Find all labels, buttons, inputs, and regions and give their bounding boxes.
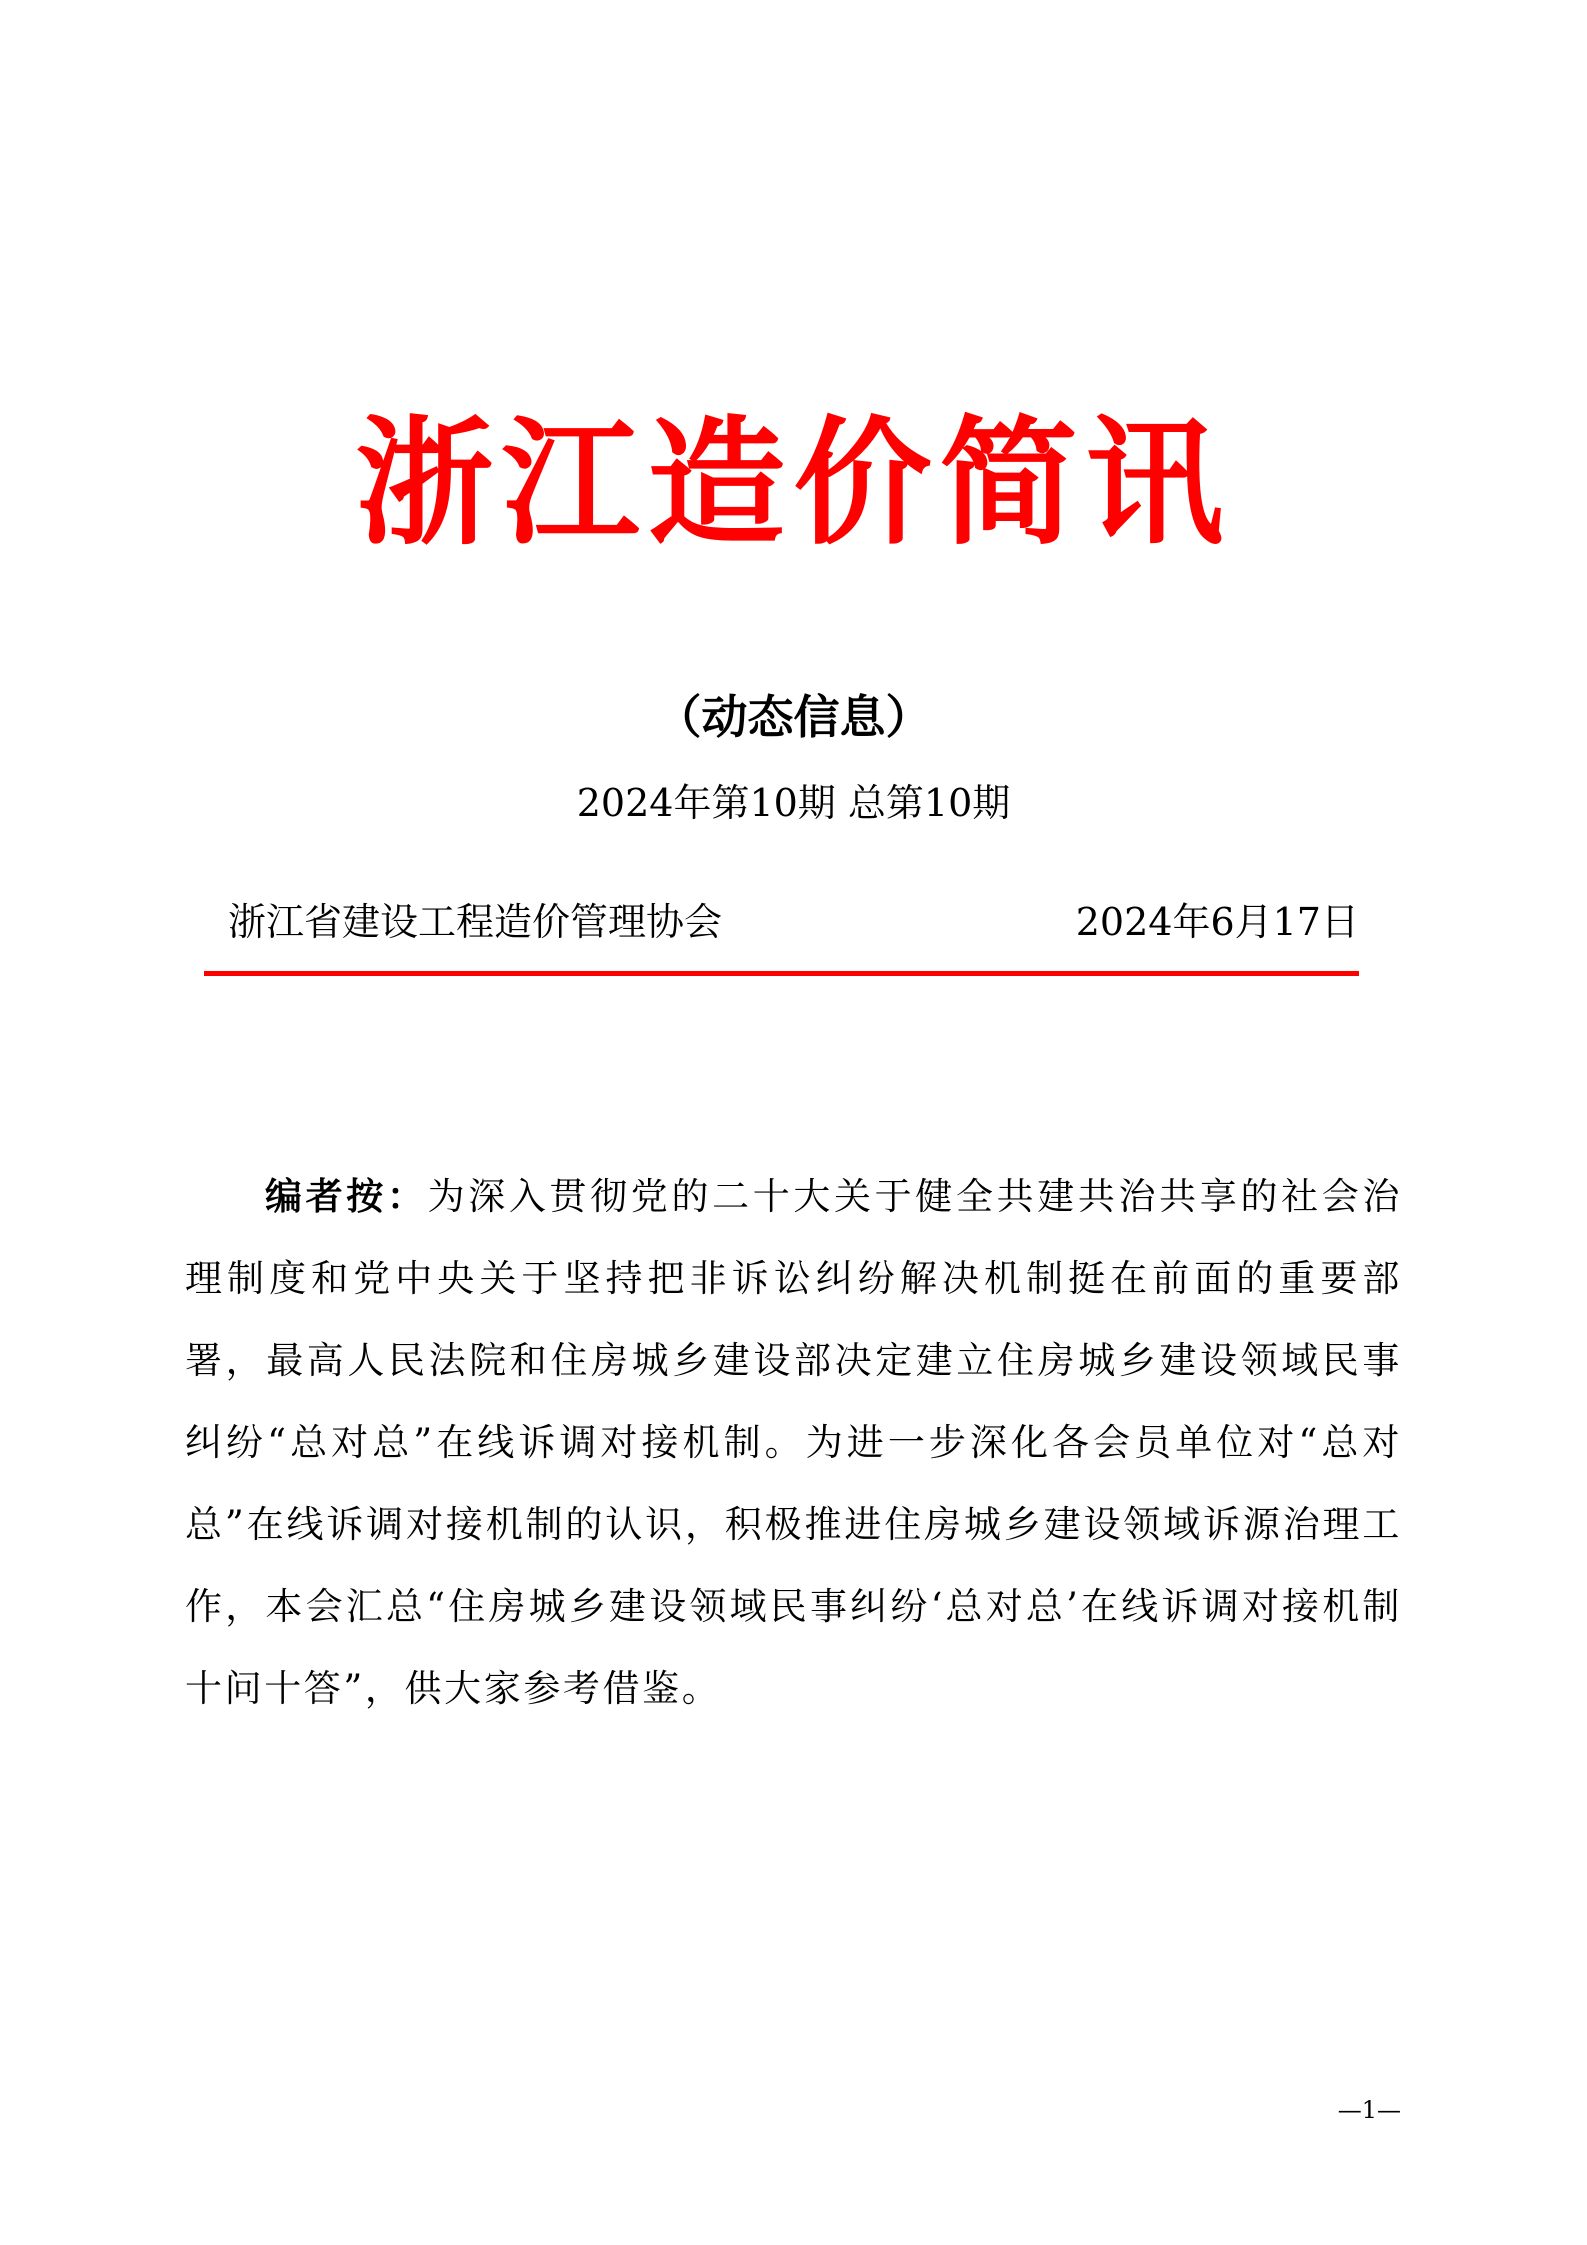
publisher-name: 浙江省建设工程造价管理协会 (228, 900, 723, 944)
editor-note-text: 为深入贯彻党的二十大关于健全共建共治共享的社会治理制度和党中央关于坚持把非诉讼纠纷解决机制挺在前面的重要部署，最高人民法院和住房城乡建设部决定建立住房城乡建设领域民事纠纷“总对总”在线诉调对接机制。为进一步深化各会员单位对“总对总”在线诉调对接机制的认识，积极推进住房城乡建设领域诉源治理工作，本会汇总“住房城乡建设领域民事纠纷‘总对总’在线诉调对接机制十问十答”，供大家参考借鉴。 (185, 1175, 1402, 1710)
newsletter-subtitle: （动态信息） (655, 690, 932, 744)
editor-note-label: 编者按： (265, 1175, 428, 1218)
issue-number: 2024年第10期 总第10期 (576, 781, 1011, 825)
page-number: —1— (1337, 2096, 1401, 2124)
newsletter-title: 浙江造价简讯 (355, 403, 1232, 564)
publish-date: 2024年6月17日 (1075, 900, 1359, 944)
editor-note (185, 1156, 1402, 1730)
red-separator-rule (204, 971, 1359, 976)
